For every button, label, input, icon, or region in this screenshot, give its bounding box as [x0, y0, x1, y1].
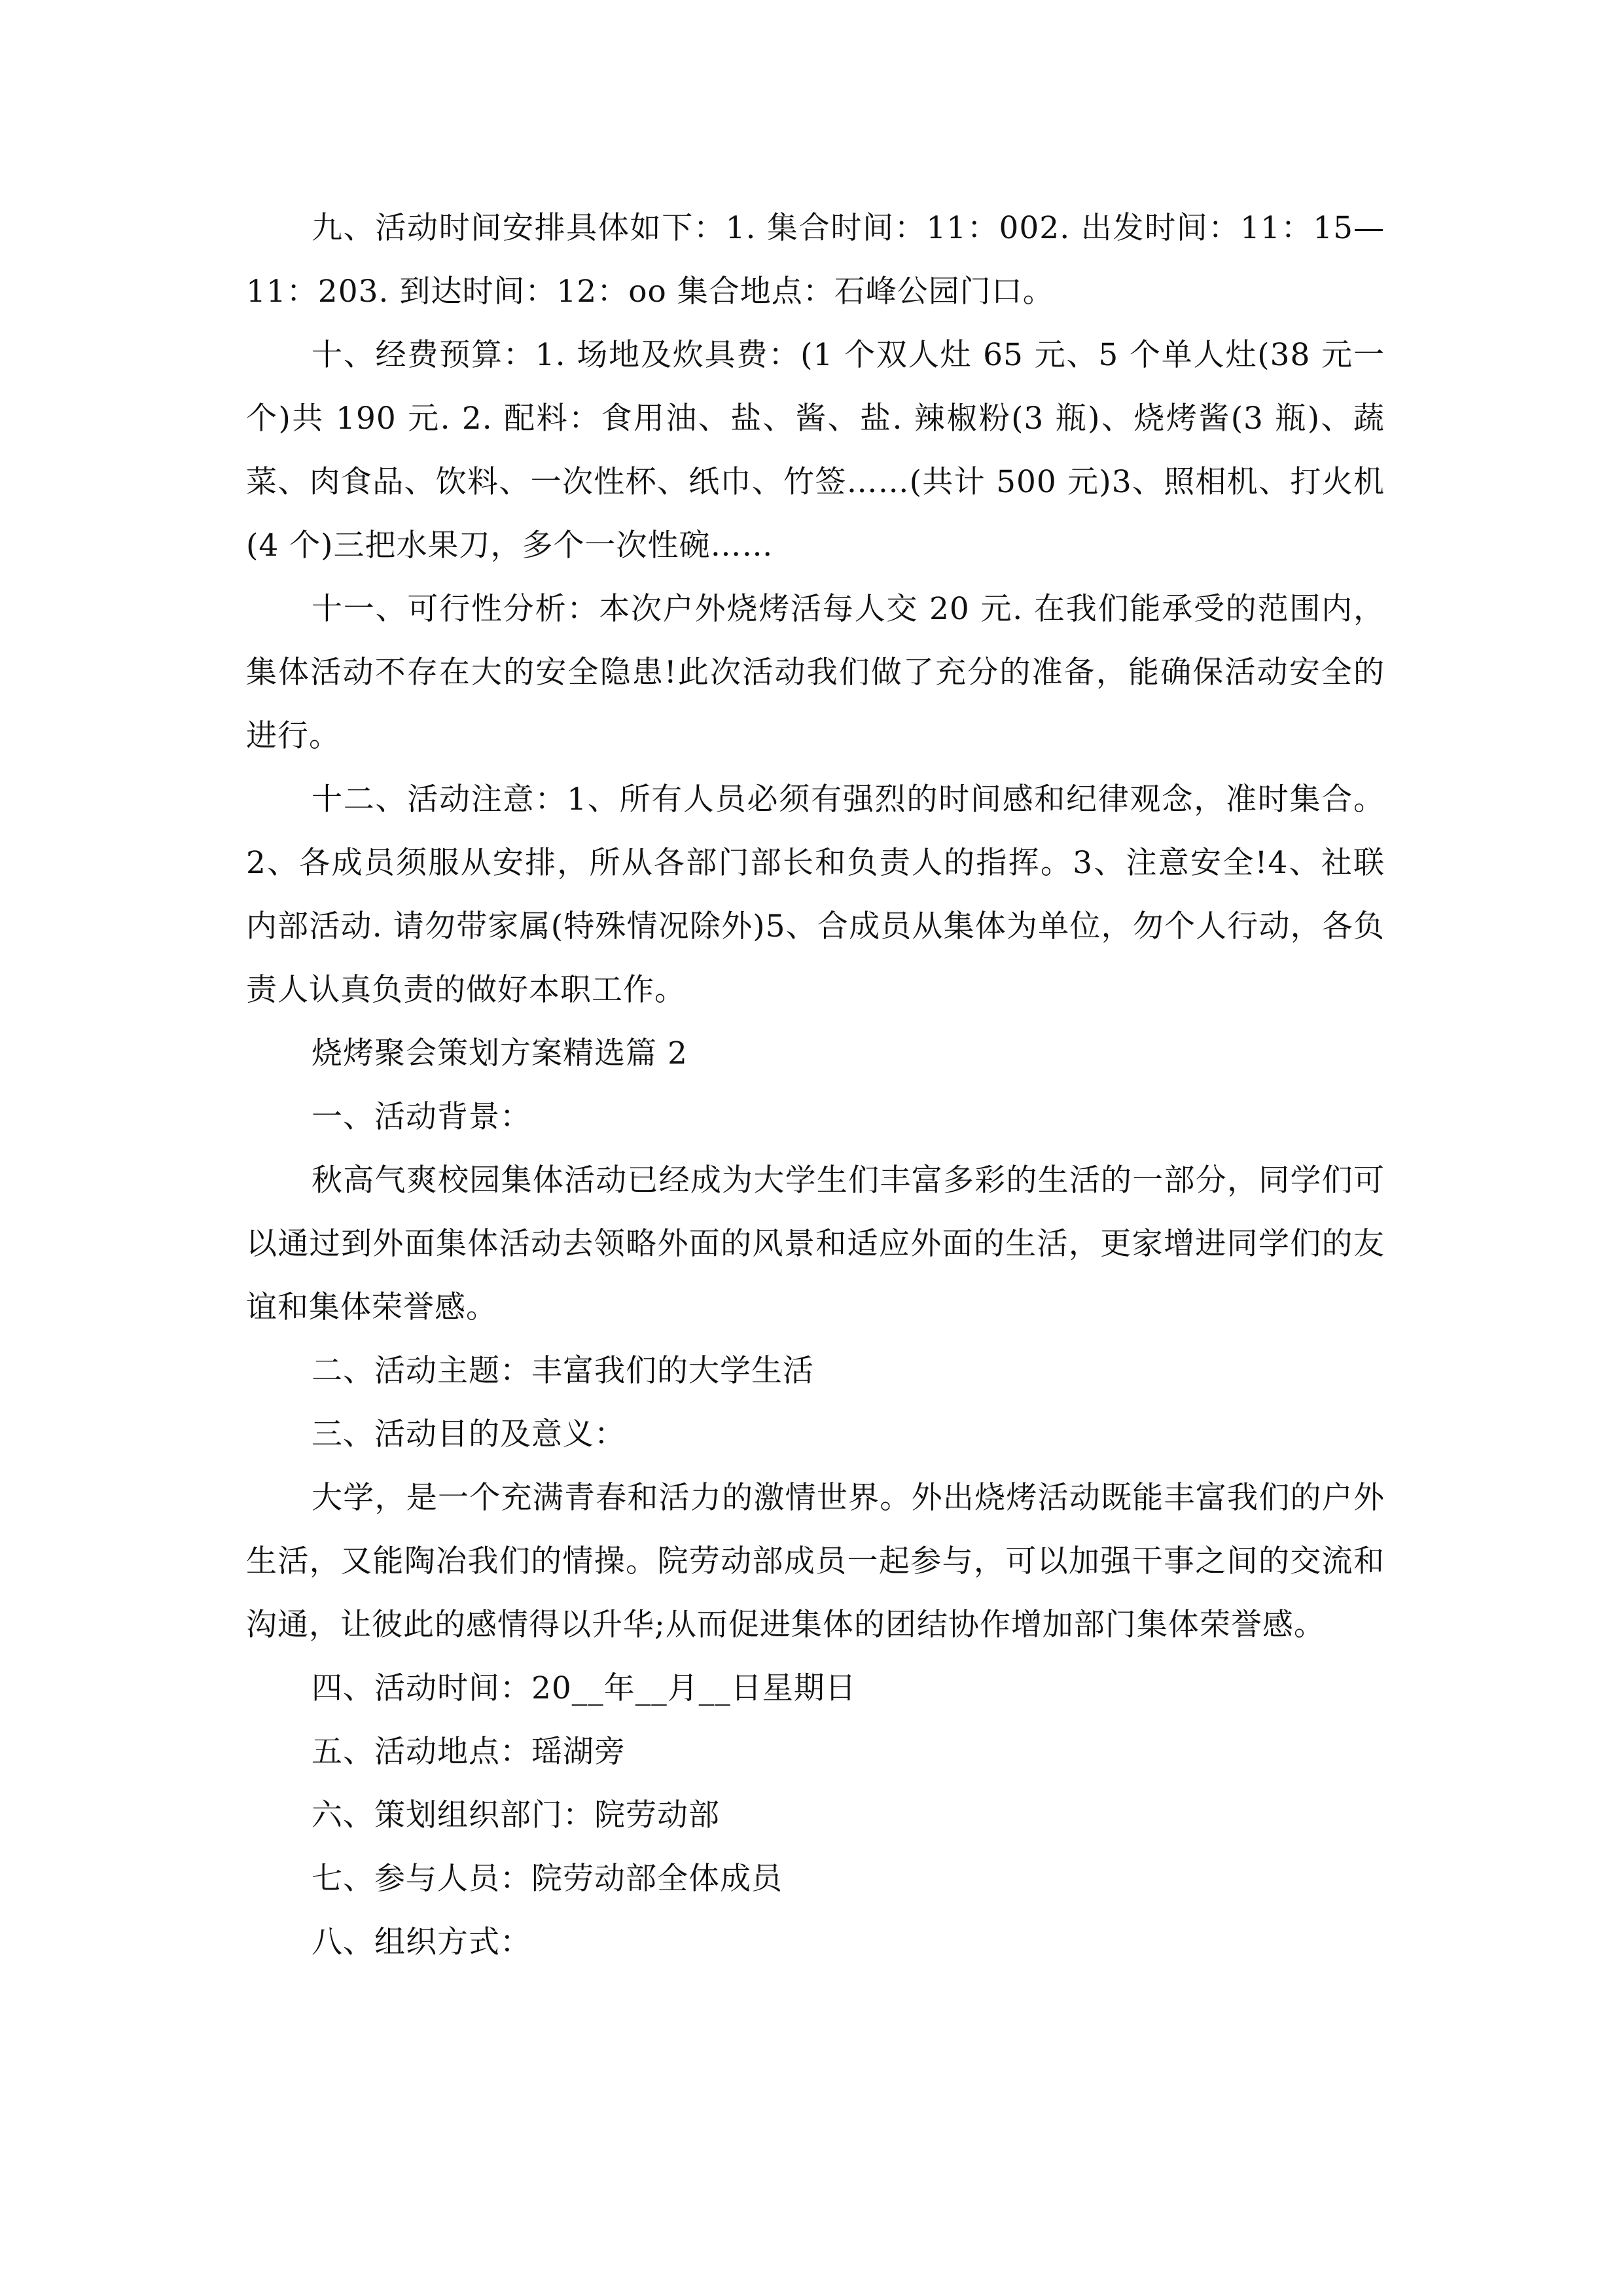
- paragraph-notes: 十二、活动注意：1、所有人员必须有强烈的时间感和纪律观念，准时集合。2、各成员须服从安排，所从各部门部长和负责人的指挥。3、注意安全!4、社联内部活动. 请勿带家属(特殊情况除外)5、合成员从集体为单位，勿个人行动，各负责人认真负责的做好本职工作。: [246, 781, 1385, 1008]
- paragraph-theme: 二、活动主题：丰富我们的大学生活: [312, 1353, 814, 1389]
- document-body: [246, 196, 1385, 1974]
- paragraph-location: 五、活动地点：瑶湖旁: [312, 1734, 626, 1770]
- paragraph-organization-method: 八、组织方式：: [312, 1924, 531, 1960]
- paragraph-feasibility: 十一、可行性分析：本次户外烧烤活每人交 20 元. 在我们能承受的范围内，集体活动不存在大的安全隐患!此次活动我们做了充分的准备，能确保活动安全的进行。: [246, 591, 1385, 754]
- paragraph-purpose: 大学，是一个充满青春和活力的激情世界。外出烧烤活动既能丰富我们的户外生活，又能陶冶我们的情操。院劳动部成员一起参与，可以加强干事之间的交流和沟通，让彼此的感情得以升华;从而促进集体的团结协作增加部门集体荣誉感。: [246, 1480, 1385, 1643]
- heading-purpose: 三、活动目的及意义：: [312, 1416, 626, 1452]
- paragraph-schedule: 九、活动时间安排具体如下：1. 集合时间：11：002. 出发时间：11：15—11：203. 到达时间：12：oo 集合地点：石峰公园门口。: [246, 210, 1385, 310]
- paragraph-participants: 七、参与人员：院劳动部全体成员: [312, 1861, 783, 1897]
- paragraph-organizer: 六、策划组织部门：院劳动部: [312, 1797, 720, 1833]
- paragraph-budget: 十、经费预算：1. 场地及炊具费：(1 个双人灶 65 元、5 个单人灶(38 元一个)共 190 元. 2. 配料：食用油、盐、酱、盐. 辣椒粉(3 瓶)、烧烤酱(3 瓶)、蔬菜、肉食品、饮料、一次性杯、纸巾、竹签……(共计 500 元)3、照相机、打火机(4 个)三把水果刀，多个一次性碗……: [246, 337, 1385, 564]
- heading-background: 一、活动背景：: [312, 1099, 531, 1135]
- paragraph-background: 秋高气爽校园集体活动已经成为大学生们丰富多彩的生活的一部分，同学们可以通过到外面集体活动去领略外面的风景和适应外面的生活，更家增进同学们的友谊和集体荣誉感。: [246, 1162, 1385, 1325]
- section-title-part-2: 烧烤聚会策划方案精选篇 2: [312, 1035, 688, 1071]
- paragraph-time: 四、活动时间：20__年__月__日星期日: [312, 1670, 857, 1706]
